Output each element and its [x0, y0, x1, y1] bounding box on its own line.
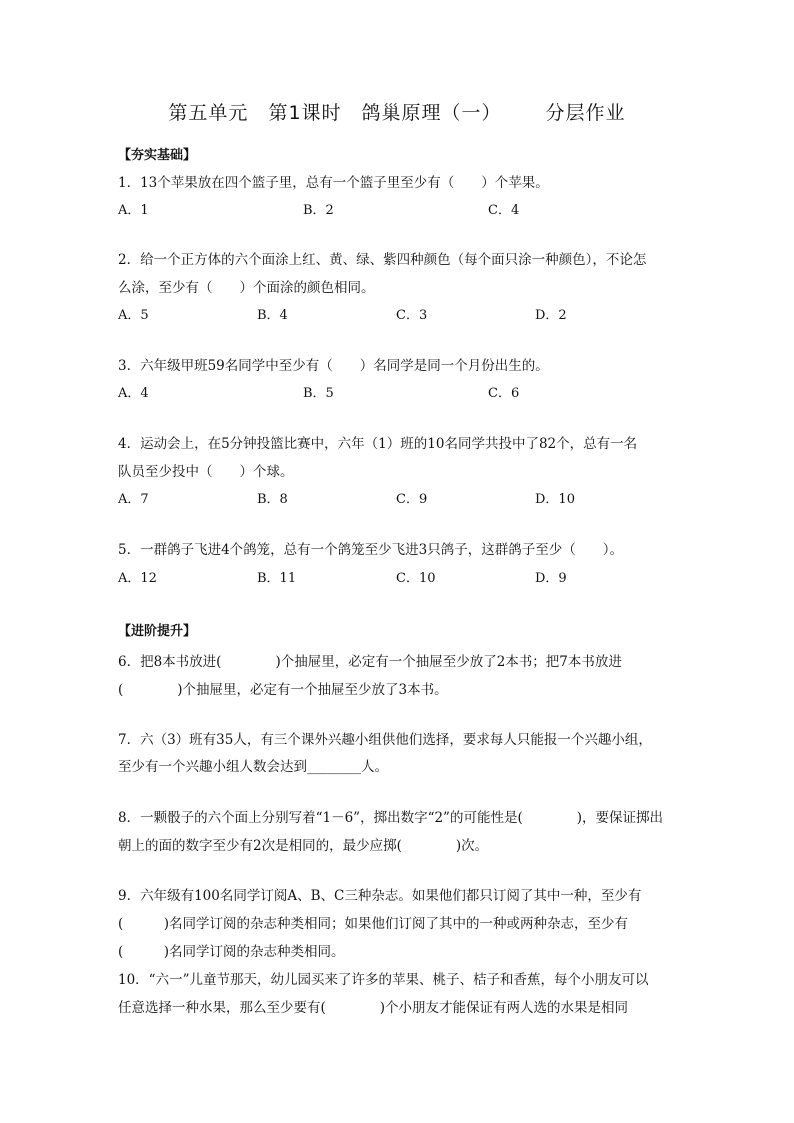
title-type: 分层作业 — [545, 102, 626, 124]
q4-option-c: C．9 — [396, 492, 428, 507]
question-1: 1．13个苹果放在四个篮子里，总有一个篮子里至少有（ ）个苹果。 — [118, 175, 549, 191]
question-4-line-2: 队员至少投中（ ）个球。 — [118, 464, 294, 480]
question-9-line-3: ( )名同学订阅的杂志种类相同。 — [118, 944, 345, 960]
q5-option-c: C．10 — [396, 571, 436, 586]
q2-option-d: D．2 — [535, 308, 567, 323]
q2-option-b: B．4 — [257, 308, 288, 323]
q3-option-c: C．6 — [488, 386, 520, 401]
q5-option-a: A．12 — [118, 571, 157, 586]
title-unit: 第五单元 — [168, 102, 249, 124]
q3-option-a: A．4 — [118, 386, 149, 401]
title-lesson: 第1课时 — [268, 102, 342, 124]
q4-option-a: A．7 — [118, 492, 149, 507]
question-7-line-1: 7．六（3）班有35人，有三个课外兴趣小组供他们选择，要求每人只能报一个兴趣小组， — [118, 732, 652, 748]
q1-option-a: A．1 — [118, 203, 149, 218]
question-4-line-1: 4．运动会上，在5分钟投篮比赛中，六年（1）班的10名同学共投中了82个，总有一名 — [118, 436, 638, 452]
question-3: 3．六年级甲班59名同学中至少有（ ）名同学是同一个月份出生的。 — [118, 358, 549, 374]
question-10-line-2: 任意选择一种水果，那么至少要有( )个小朋友才能保证有两人选的水果是相同 — [118, 1000, 629, 1016]
q5-option-b: B．11 — [257, 571, 297, 586]
question-7-line-2: 至少有一个兴趣小组人数会达到________人。 — [118, 759, 388, 775]
question-2-line-2: 么涂，至少有（ ）个面涂的颜色相同。 — [118, 280, 375, 296]
q5-option-d: D．9 — [535, 571, 567, 586]
section-basic-heading: 【夯实基础】 — [118, 148, 197, 163]
page-title — [0, 98, 794, 125]
q1-option-b: B．2 — [303, 203, 334, 218]
q4-option-d: D．10 — [535, 492, 575, 507]
question-5: 5．一群鸽子飞进4个鸽笼，总有一个鸽笼至少飞进3只鸽子，这群鸽子至少（ ）。 — [118, 542, 624, 558]
question-9-line-2: ( )名同学订阅的杂志种类相同；如果他们订阅了其中的一种或两种杂志，至少有 — [118, 916, 629, 932]
q4-option-b: B．8 — [257, 492, 288, 507]
question-6-line-2: ( )个抽屉里，必定有一个抽屉至少放了3本书。 — [118, 682, 448, 698]
question-10-line-1: 10．“六一”儿童节那天，幼儿园买来了许多的苹果、桃子、桔子和香蕉，每个小朋友可以 — [118, 972, 649, 988]
q1-option-c: C．4 — [488, 203, 520, 218]
question-8-line-2: 朝上的面的数字至少有2次是相同的，最少应掷( )次。 — [118, 838, 489, 854]
q2-option-c: C．3 — [396, 308, 428, 323]
q2-option-a: A．5 — [118, 308, 149, 323]
question-2-line-1: 2．给一个正方体的六个面涂上红、黄、绿、紫四种颜色（每个面只涂一种颜色），不论怎 — [118, 252, 647, 268]
question-8-line-1: 8．一颗骰子的六个面上分别写着“1－6”，掷出数字“2”的可能性是( )，要保证掷出 — [118, 810, 663, 826]
question-9-line-1: 9．六年级有100名同学订阅A、B、C三种杂志。如果他们都只订阅了其中一种，至少有 — [118, 888, 642, 904]
title-topic: 鸽巢原理（一） — [361, 102, 502, 124]
question-6-line-1: 6．把8本书放进( )个抽屉里，必定有一个抽屉至少放了2本书；把7本书放进 — [118, 654, 622, 670]
section-advanced-heading: 【进阶提升】 — [118, 624, 197, 639]
q3-option-b: B．5 — [303, 386, 334, 401]
